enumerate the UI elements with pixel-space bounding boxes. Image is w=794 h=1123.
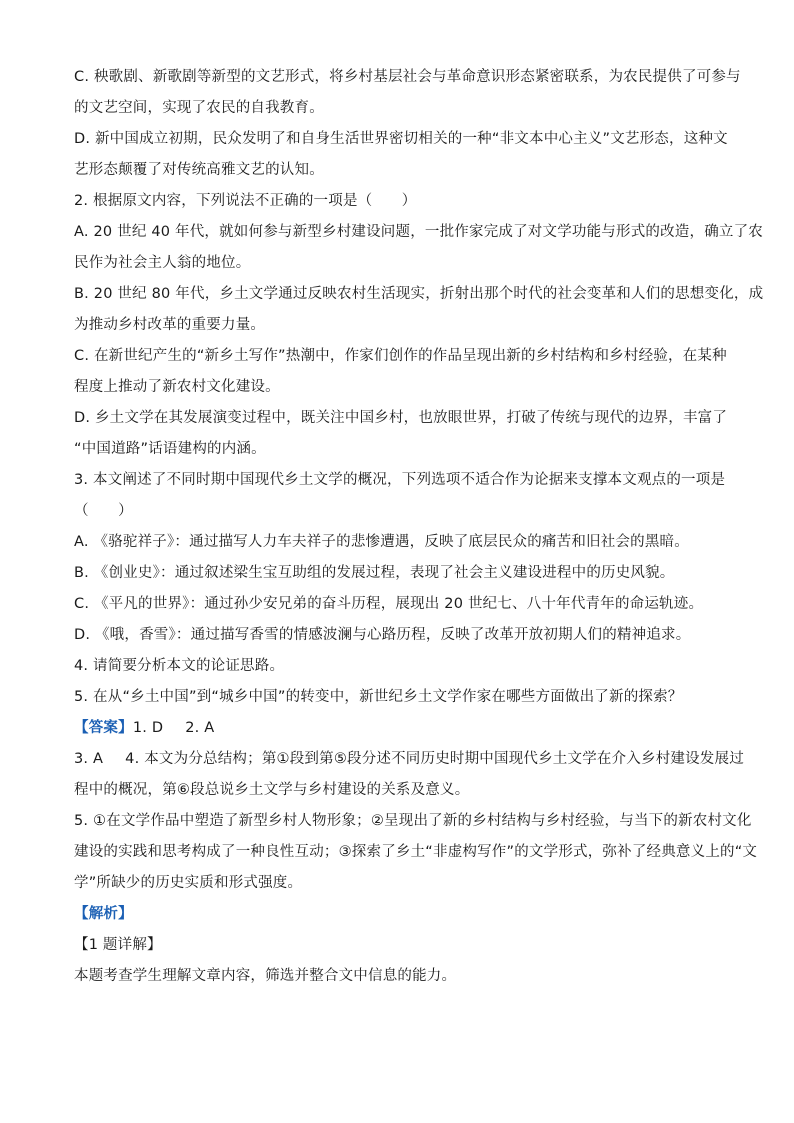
text-line: 本题考查学生理解文章内容，筛选并整合文中信息的能力。	[74, 968, 457, 984]
detail-tag: 【1 题详解】	[74, 937, 162, 953]
text-line: A. 20 世纪 40 年代，就如何参与新型乡村建设问题，一批作家完成了对文学功能与形式的改造，确立了农	[74, 224, 764, 240]
text-line: 民作为社会主人翁的地位。	[74, 255, 251, 271]
answer-4: 4. 本文为分总结构；第①段到第⑤段分述不同历史时期中国现代乡土文学在介入乡村建设发展过	[125, 751, 744, 767]
analysis-heading	[74, 899, 724, 930]
text-line: “中国道路”话语建构的内涵。	[74, 441, 266, 457]
text-line: D. 《哦，香雪》：通过描写香雪的情感波澜与心路历程，反映了改革开放初期人们的精神追求。	[74, 627, 691, 643]
text-line: 的文艺空间，实现了农民的自我教育。	[74, 100, 324, 116]
question-2-stem: 2. 根据原文内容，下列说法不正确的一项是（ ）	[74, 193, 417, 209]
question-3-stem: 3. 本文阐述了不同时期中国现代乡土文学的概况，下列选项不适合作为论据来支撑本文观点的一项是	[74, 472, 726, 488]
answer-line	[74, 744, 744, 775]
question-5-stem: 5. 在从“乡土中国”到“城乡中国”的转变中，新世纪乡土文学作家在哪些方面做出了新的探索？	[74, 689, 683, 705]
answer-3: 3. A	[74, 751, 104, 767]
text-line: D. 新中国成立初期，民众发明了和自身生活世界密切相关的一种“非文本中心主义”文艺形态，这种文	[74, 131, 728, 147]
answer-5: 5. ①在文学作品中塑造了新型乡村人物形象；②呈现出了新的乡村结构与乡村经验，与当下的新农村文化	[74, 813, 752, 829]
text-line: D. 乡土文学在其发展演变过程中，既关注中国乡村，也放眼世界，打破了传统与现代的边界，丰富了	[74, 410, 728, 426]
text-line: A. 《骆驼祥子》：通过描写人力车夫祥子的悲惨遭遇，反映了底层民众的痛苦和旧社会的黑暗。	[74, 534, 689, 550]
text-line: B. 《创业史》：通过叙述梁生宝互助组的发展过程，表现了社会主义建设进程中的历史风貌。	[74, 565, 675, 581]
answer-1: 1. D	[132, 720, 164, 736]
answer-line	[74, 713, 724, 744]
question-4-stem: 4. 请简要分析本文的论证思路。	[74, 658, 285, 674]
text-line: 学”所缺少的历史实质和形式强度。	[74, 875, 303, 891]
text-line: （ ）	[74, 503, 133, 519]
text-line: C. 在新世纪产生的“新乡土写作”热潮中，作家们创作的作品呈现出新的乡村结构和乡村经验，在某种	[74, 348, 727, 364]
text-line: 程中的概况，第⑥段总说乡土文学与乡村建设的关系及意义。	[74, 782, 470, 798]
text-line: 建设的实践和思考构成了一种良性互动；③探索了乡土“非虚构写作”的文学形式，弥补了经典意义上的“文	[74, 844, 758, 860]
answer-2: 2. A	[185, 720, 215, 736]
text-line: C. 秧歌剧、新歌剧等新型的文艺形式，将乡村基层社会与革命意识形态紧密联系，为农民提供了可参与	[74, 69, 741, 85]
text-line: C. 《平凡的世界》：通过孙少安兄弟的奋斗历程，展现出 20 世纪七、八十年代青年的命运轨迹。	[74, 596, 704, 612]
text-line: 为推动乡村改革的重要力量。	[74, 317, 266, 333]
answer-tag: 【答案】	[74, 720, 133, 736]
analysis-tag: 【解析】	[74, 906, 133, 922]
text-line: 程度上推动了新农村文化建设。	[74, 379, 280, 395]
text-line: B. 20 世纪 80 年代，乡土文学通过反映农村生活现实，折射出那个时代的社会变革和人们的思想变化，成	[74, 286, 764, 302]
text-line: 艺形态颠覆了对传统高雅文艺的认知。	[74, 162, 324, 178]
detail-heading	[74, 930, 724, 961]
document-page	[74, 62, 764, 992]
